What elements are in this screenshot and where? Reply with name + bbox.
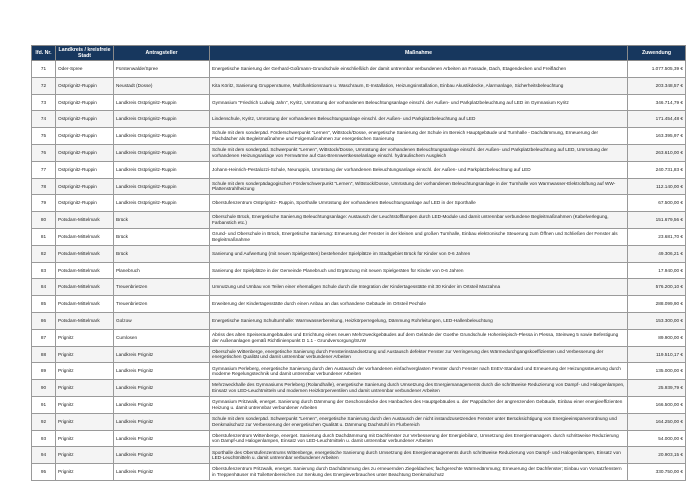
cell-zuwendung: 166.500,00 €: [628, 396, 686, 413]
cell-zuwendung: 49.306,21 €: [628, 245, 686, 262]
cell-landkreis: Prignitz: [56, 447, 114, 464]
cell-zuwendung: 67.500,00 €: [628, 195, 686, 212]
cell-massnahme: Sanierung und Aufwertung (mit neuen Spielgeräten) bestehender Spielplätze im Stadtgebiet Brück für Kinder von 0-6 Jahren: [210, 245, 628, 262]
cell-nr: 86: [32, 312, 56, 329]
cell-massnahme: Mehrzweckhalle des Gymnasiums Perleberg (Rolandhalle), energetische Sanierung durch Umsetzung des Energiemanagements durch die schrittweise Reduzierung von Dampf- und Halogenlampen, Einsatz von LED-Leuchtmitteln und modernen Heizkörperventilen und damit untrennbar verbundener Arbeiten: [210, 380, 628, 397]
cell-zuwendung: 330.750,00 €: [628, 464, 686, 481]
cell-landkreis: Oder-Spree: [56, 61, 114, 78]
cell-massnahme: Gymnasium Pritzwalk, energet. Sanierung durch Dämmung der Geschossdecke des Hanbaches des Hauptgebäudes u. der Pappdächer der angrenzenden Gebäude, Einbau einer energieeffizienten Heizung u. damit untrennbar verbundener Arbeiten: [210, 396, 628, 413]
cell-nr: 87: [32, 329, 56, 346]
cell-antragsteller: Landkreis Prignitz: [114, 413, 210, 430]
cell-zuwendung: 240.731,83 €: [628, 161, 686, 178]
cell-antragsteller: Planebruch: [114, 262, 210, 279]
table-row: [32, 161, 686, 178]
cell-massnahme: Gymnasium "Friedrich Ludwig Jahn", Kyritz, Umrüstung der vorhandenen Beleuchtungsanlage einschl. der Außen- und Parkplatzbeleuchtung auf LED im Gymnasium Kyritz: [210, 94, 628, 111]
cell-zuwendung: 17.940,00 €: [628, 262, 686, 279]
cell-nr: 75: [32, 128, 56, 145]
cell-nr: 83: [32, 262, 56, 279]
cell-nr: 79: [32, 195, 56, 212]
table-row: [32, 346, 686, 363]
cell-massnahme: Energetische Sanierung der Gerhard-Goßmann-Grundschule einschließlich der damit untrennbar verbundenen Arbeiten an Fassade, Dach, Etagendecken und Freiflächen: [210, 61, 628, 78]
cell-massnahme: Abriss des alten Speiseraumgebäudes und Errichtung eines neuen Mehrzweckgebäudes auf dem Gelände der Goethe Grundschule Hohenleipisch-Plessa in Plessa, Steinweg 5 sowie Befestigung der Außenanlagen gemäß Richtlinienpunkt D 1.1 - Grundversorgung/SUW: [210, 329, 628, 346]
cell-nr: 93: [32, 430, 56, 447]
cell-zuwendung: 135.000,00 €: [628, 363, 686, 380]
cell-landkreis: Ostprignitz-Ruppin: [56, 144, 114, 161]
cell-landkreis: Ostprignitz-Ruppin: [56, 161, 114, 178]
cell-zuwendung: 163.395,97 €: [628, 128, 686, 145]
cell-landkreis: Prignitz: [56, 413, 114, 430]
cell-antragsteller: Cumlosen: [114, 329, 210, 346]
cell-antragsteller: Neustadt (Dosse): [114, 77, 210, 94]
cell-massnahme: Schule mit dem sonderpädagogischen Förderschwerpunkt "Lernen", Wittstock/Dosse, Umrüstung der vorhandenen Beleuchtungsanlage in der Turnhalle von Warmwasser-Elektrolüftung auf WW-Plattenstrahlheizung: [210, 178, 628, 195]
cell-zuwendung: 1.077.505,39 €: [628, 61, 686, 78]
cell-antragsteller: Landkreis Ostprignitz-Ruppin: [114, 94, 210, 111]
cell-landkreis: Potsdam-Mittelmark: [56, 296, 114, 313]
document-page: [31, 45, 685, 481]
table-row: [32, 279, 686, 296]
cell-landkreis: Prignitz: [56, 346, 114, 363]
table-row: [32, 111, 686, 128]
table-row: [32, 228, 686, 245]
cell-nr: 72: [32, 77, 56, 94]
cell-massnahme: Sanierung der Spielplätze in der Gemeinde Planebruch und Ergänzung mit neuen Spielgeräten für Kinder von 0-6 Jahren: [210, 262, 628, 279]
cell-antragsteller: Landkreis Prignitz: [114, 363, 210, 380]
cell-landkreis: Potsdam-Mittelmark: [56, 312, 114, 329]
cell-massnahme: Johann-Heinrich-Pestalozzi-Schule, Neuruppin, Umrüstung der vorhandenen Beleuchtungsanlage einschl. der Außen- und Parkplatzbeleuchtung auf LED: [210, 161, 628, 178]
table-row: [32, 61, 686, 78]
table-row: [32, 447, 686, 464]
cell-zuwendung: 23.681,70 €: [628, 228, 686, 245]
cell-nr: 91: [32, 396, 56, 413]
cell-zuwendung: 119.510,17 €: [628, 346, 686, 363]
table-row: [32, 77, 686, 94]
cell-massnahme: Lindenschule, Kyritz, Umrüstung der vorhandenen Beleuchtungsanlage einschl. der Außen- und Parkplatzbeleuchtung auf LED: [210, 111, 628, 128]
cell-nr: 92: [32, 413, 56, 430]
cell-massnahme: Oberschule Brück, Energetische Sanierung Beleuchtungsanlage: Austausch der Leuchtstofflampen durch LED-Module und damit untrennbar verbundene Begleitmaßnahmen (Kabelverlegung, Farbanstich etc.): [210, 212, 628, 229]
cell-zuwendung: 263.610,00 €: [628, 144, 686, 161]
cell-zuwendung: 171.454,48 €: [628, 111, 686, 128]
table-row: [32, 329, 686, 346]
cell-massnahme: Oberstufenzentrum Pritzwalk, energet. Sanierung durch Dachdämmung des zu erneuernden Ziegeldaches; fachgerechte Wärmedämmung; Erneuerung der Dachfenster; Einbau von Vorsatzfenstern in Treppenhäuser mit Toilettenbereichen zur Senkung des Energieverbrauches unter Beachtung Denkmalschutz: [210, 464, 628, 481]
table-row: [32, 363, 686, 380]
cell-zuwendung: 346.714,79 €: [628, 94, 686, 111]
cell-nr: 73: [32, 94, 56, 111]
table-row: [32, 212, 686, 229]
table-row: [32, 464, 686, 481]
cell-landkreis: Potsdam-Mittelmark: [56, 212, 114, 229]
cell-nr: 74: [32, 111, 56, 128]
table-row: [32, 396, 686, 413]
cell-antragsteller: Landkreis Prignitz: [114, 464, 210, 481]
cell-massnahme: Oberstufenzentrum Wittenberge, energet. Sanierung durch Dachdämmung mit Dachfenster zur Verbesserung der Energiebilanz, Umsetzung des Energiemanagem. durch schrittweise Reduzierung von Dampf-und Halogenlampen, Einsatz von LED-Leuchtmitteln u. damit untrennbar verbundener Arbeiten: [210, 430, 628, 447]
cell-nr: 78: [32, 178, 56, 195]
header-antragsteller: Antragsteller: [114, 46, 210, 61]
cell-massnahme: Gymnasium Perleberg, energetische Sanierung durch den Austausch der vorhandenen einfachverglasten Fenster durch Fenster nach EnEV-Standard und Erneuerung der Heizungssteuerung durch moderne Regelungstechnik und damit untrennbar verbundener Arbeiten: [210, 363, 628, 380]
cell-massnahme: Sporthalle des Oberstufenzentrums Wittenberge, energetische Sanierung durch Umsetzung des Energiemanagements durch schrittweise Reduzierung von Dampf- und Halogenlampen, Einsatz von LED-Leuchtmitteln u. damit untrennbar verbundener Arbeiten: [210, 447, 628, 464]
cell-zuwendung: 153.300,00 €: [628, 312, 686, 329]
cell-landkreis: Potsdam-Mittelmark: [56, 245, 114, 262]
cell-nr: 95: [32, 464, 56, 481]
cell-massnahme: Energetische Sanierung Schulturnhalle: Warmwasserbereitung, Heizkörperregelung, Dämmung Rohrleitungen, LED-Hallenbeleuchtung: [210, 312, 628, 329]
cell-nr: 82: [32, 245, 56, 262]
cell-antragsteller: Landkreis Ostprignitz-Ruppin: [114, 195, 210, 212]
cell-landkreis: Prignitz: [56, 329, 114, 346]
cell-antragsteller: Landkreis Prignitz: [114, 346, 210, 363]
table-header-row: [32, 46, 686, 61]
cell-zuwendung: 20.903,15 €: [628, 447, 686, 464]
header-zuwendung: Zuwendung: [628, 46, 686, 61]
table-row: [32, 262, 686, 279]
cell-nr: 94: [32, 447, 56, 464]
cell-antragsteller: Brück: [114, 212, 210, 229]
cell-antragsteller: Landkreis Ostprignitz-Ruppin: [114, 161, 210, 178]
cell-antragsteller: Golzow: [114, 312, 210, 329]
cell-zuwendung: 25.939,79 €: [628, 380, 686, 397]
cell-zuwendung: 576.200,10 €: [628, 279, 686, 296]
cell-massnahme: Oberschule Wittenberge, energetische Sanierung durch Fensterinstandsetzung und Austausch defekter Fenster zur Verringerung des Wärmedurchgangskoeffizienten und Verbesserung der energetischen Qualität und damit untrennbar verbundener Arbeiten: [210, 346, 628, 363]
cell-antragsteller: Treuenbrietzen: [114, 279, 210, 296]
cell-nr: 80: [32, 212, 56, 229]
table-body: [32, 61, 686, 481]
cell-landkreis: Ostprignitz-Ruppin: [56, 111, 114, 128]
cell-nr: 90: [32, 380, 56, 397]
cell-landkreis: Prignitz: [56, 380, 114, 397]
cell-massnahme: Umnutzung und Umbau von Teilen einer ehemaligen Schule durch die Integration der Kindertagesstätte mit 30 Kinder im Ortsteil Marzahna: [210, 279, 628, 296]
cell-nr: 81: [32, 228, 56, 245]
cell-antragsteller: Brück: [114, 245, 210, 262]
table-row: [32, 245, 686, 262]
cell-antragsteller: Landkreis Ostprignitz-Ruppin: [114, 111, 210, 128]
cell-antragsteller: Fürstenwalde/Spree: [114, 61, 210, 78]
cell-landkreis: Prignitz: [56, 363, 114, 380]
cell-massnahme: Oberstufenzentrum Ostprignitz- Ruppin, Sporthalle Umrüstung der vorhandenen Beleuchtungsanlage auf LED in der Sporthalle: [210, 195, 628, 212]
header-nr: lfd. Nr.: [32, 46, 56, 61]
cell-massnahme: Grund- und Oberschule in Brück, Energetische Sanierung: Erneuerung der Fenster in der kleinen und großen Turnhalle, Einbau elektronische Steuerung zum Öffnen und Schließen der Fenster als Begleitmaßnahme: [210, 228, 628, 245]
cell-zuwendung: 151.679,56 €: [628, 212, 686, 229]
cell-massnahme: Schule mit dem sonderpäd. Schwerpunkt "Lernen", Wittstock/Dosse, Umrüstung der vorhandenen Beleuchtungsanlage einschl. der Außen- und Parkplatzbeleuchtung auf LED, Umrüstung der vorhandenen Heizungsanlage von Fernwärme auf Gas-Brennwertkesselanlage einschl. hydraulischem Ausgleich: [210, 144, 628, 161]
cell-nr: 76: [32, 144, 56, 161]
table-row: [32, 312, 686, 329]
cell-zuwendung: 164.250,00 €: [628, 413, 686, 430]
table-row: [32, 128, 686, 145]
cell-antragsteller: Landkreis Prignitz: [114, 396, 210, 413]
cell-antragsteller: Landkreis Ostprignitz-Ruppin: [114, 144, 210, 161]
cell-landkreis: Ostprignitz-Ruppin: [56, 94, 114, 111]
funding-table: [31, 45, 686, 481]
cell-landkreis: Prignitz: [56, 464, 114, 481]
cell-landkreis: Prignitz: [56, 396, 114, 413]
cell-massnahme: Schule mit dem sonderpäd. Schwerpunkt "Lernen", energetische Sanierung durch den Austausch der nicht instandzusetzenden Fenster unter Berücksichtigung von Energieeinsparverordnung und Denkmalschutz zur Verbesserung der energetischen Qualität u. Dämmung Dachstuhl im Flurbereich: [210, 413, 628, 430]
cell-landkreis: Ostprignitz-Ruppin: [56, 195, 114, 212]
cell-antragsteller: Landkreis Ostprignitz-Ruppin: [114, 178, 210, 195]
cell-landkreis: Prignitz: [56, 430, 114, 447]
cell-zuwendung: 89.900,00 €: [628, 329, 686, 346]
cell-landkreis: Potsdam-Mittelmark: [56, 279, 114, 296]
cell-landkreis: Potsdam-Mittelmark: [56, 228, 114, 245]
header-landkreis: Landkreis / kreisfreie Stadt: [56, 46, 114, 61]
table-row: [32, 430, 686, 447]
cell-nr: 89: [32, 363, 56, 380]
table-row: [32, 413, 686, 430]
cell-nr: 88: [32, 346, 56, 363]
cell-antragsteller: Brück: [114, 228, 210, 245]
cell-landkreis: Ostprignitz-Ruppin: [56, 178, 114, 195]
cell-antragsteller: Landkreis Prignitz: [114, 447, 210, 464]
table-row: [32, 380, 686, 397]
cell-zuwendung: 288.099,90 €: [628, 296, 686, 313]
cell-nr: 77: [32, 161, 56, 178]
cell-nr: 84: [32, 279, 56, 296]
cell-landkreis: Potsdam-Mittelmark: [56, 262, 114, 279]
cell-antragsteller: Landkreis Prignitz: [114, 380, 210, 397]
table-row: [32, 94, 686, 111]
cell-antragsteller: Treuenbrietzen: [114, 296, 210, 313]
cell-antragsteller: Landkreis Prignitz: [114, 430, 210, 447]
table-row: [32, 178, 686, 195]
cell-landkreis: Ostprignitz-Ruppin: [56, 77, 114, 94]
cell-massnahme: Erweiterung der Kindertagesstätte durch einen Anbau an das vorhandene Gebäude im Ortsteil Pechüle: [210, 296, 628, 313]
table-row: [32, 144, 686, 161]
cell-antragsteller: Landkreis Ostprignitz-Ruppin: [114, 128, 210, 145]
cell-zuwendung: 203.348,57 €: [628, 77, 686, 94]
table-row: [32, 195, 686, 212]
cell-zuwendung: 112.140,00 €: [628, 178, 686, 195]
table-row: [32, 296, 686, 313]
cell-nr: 85: [32, 296, 56, 313]
cell-nr: 71: [32, 61, 56, 78]
cell-landkreis: Ostprignitz-Ruppin: [56, 128, 114, 145]
cell-zuwendung: 54.000,00 €: [628, 430, 686, 447]
cell-massnahme: Kita Köritz, Sanierung Gruppenräume, Multifunktionsraum u. Waschraum, E-Installation, Heizungsinstallation, Einbau Akustikdecke, Alarmanlage, Sicherheitsbeleuchtung: [210, 77, 628, 94]
header-massnahme: Maßnahme: [210, 46, 628, 61]
cell-massnahme: Schule mit dem sonderpäd. Förderschwerpunkt "Lernen", Wittstock/Dosse, energetische Sanierung der Schule im Bereich Hauptgebäude und Turnhalle - Dachdämmung, Erneuerung der Flachdächer als Begleitmaßnahme und Folgemaßnahmen zur energetischen Sanierung: [210, 128, 628, 145]
